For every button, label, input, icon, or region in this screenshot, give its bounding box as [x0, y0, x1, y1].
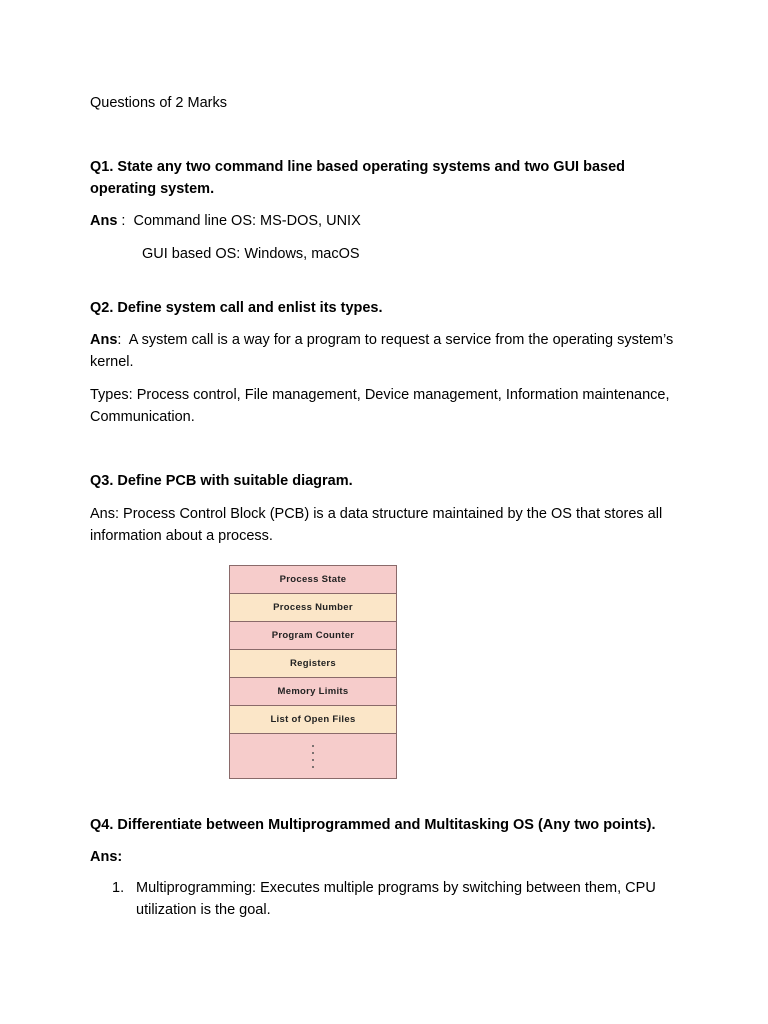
q1-question-line2: operating system.: [90, 181, 215, 197]
pcb-row-memory-limits: Memory Limits: [230, 678, 396, 706]
pcb-row-process-number: Process Number: [230, 594, 396, 622]
ellipsis-dot: [312, 759, 314, 761]
q1-ans-text: : Command line OS: MS-DOS, UNIX: [117, 213, 361, 229]
pcb-row-open-files: List of Open Files: [230, 706, 396, 734]
q2-ans-text: : A system call is a way for a program to request a service from the operating system’s: [117, 332, 674, 348]
q2-answer-line2: kernel.: [90, 354, 134, 370]
q2-types-line2: Communication.: [90, 409, 195, 425]
q3-answer-line1: Ans: Process Control Block (PCB) is a data structure maintained by the OS that stores all: [90, 506, 663, 522]
q2-answer-line1: [90, 329, 690, 351]
q1-question-line1: Q1. State any two command line based operating systems and two GUI based: [90, 159, 626, 175]
q2-question: Q2. Define system call and enlist its types.: [90, 300, 383, 316]
q2-ans-label: Ans: [90, 332, 118, 348]
pcb-row-ellipsis: [230, 734, 396, 778]
q4-question: Q4. Differentiate between Multiprogrammed and Multitasking OS (Any two points).: [90, 817, 656, 833]
pcb-row-process-state: Process State: [230, 566, 396, 594]
pcb-row-program-counter: Program Counter: [230, 622, 396, 650]
q3-answer-line2: information about a process.: [90, 528, 273, 544]
page-heading: Questions of 2 Marks: [90, 95, 227, 111]
q3-question: Q3. Define PCB with suitable diagram.: [90, 473, 353, 489]
q4-ans-label: Ans:: [90, 849, 123, 865]
ellipsis-dot: [312, 745, 314, 747]
pcb-diagram: [229, 565, 397, 779]
pcb-row-registers: Registers: [230, 650, 396, 678]
list-item-number: 1.: [112, 880, 125, 896]
q1-answer-line1: [90, 210, 690, 232]
list-item-line2: utilization is the goal.: [136, 902, 271, 918]
q2-types-line1: Types: Process control, File management, Device management, Information maintenance,: [90, 387, 670, 403]
q1-ans-label: Ans: [90, 213, 118, 229]
ellipsis-dot: [312, 752, 314, 754]
q1-answer-line2: GUI based OS: Windows, macOS: [142, 246, 360, 262]
ellipsis-dot: [312, 766, 314, 768]
list-item-line1: Multiprogramming: Executes multiple programs by switching between them, CPU: [136, 880, 656, 896]
